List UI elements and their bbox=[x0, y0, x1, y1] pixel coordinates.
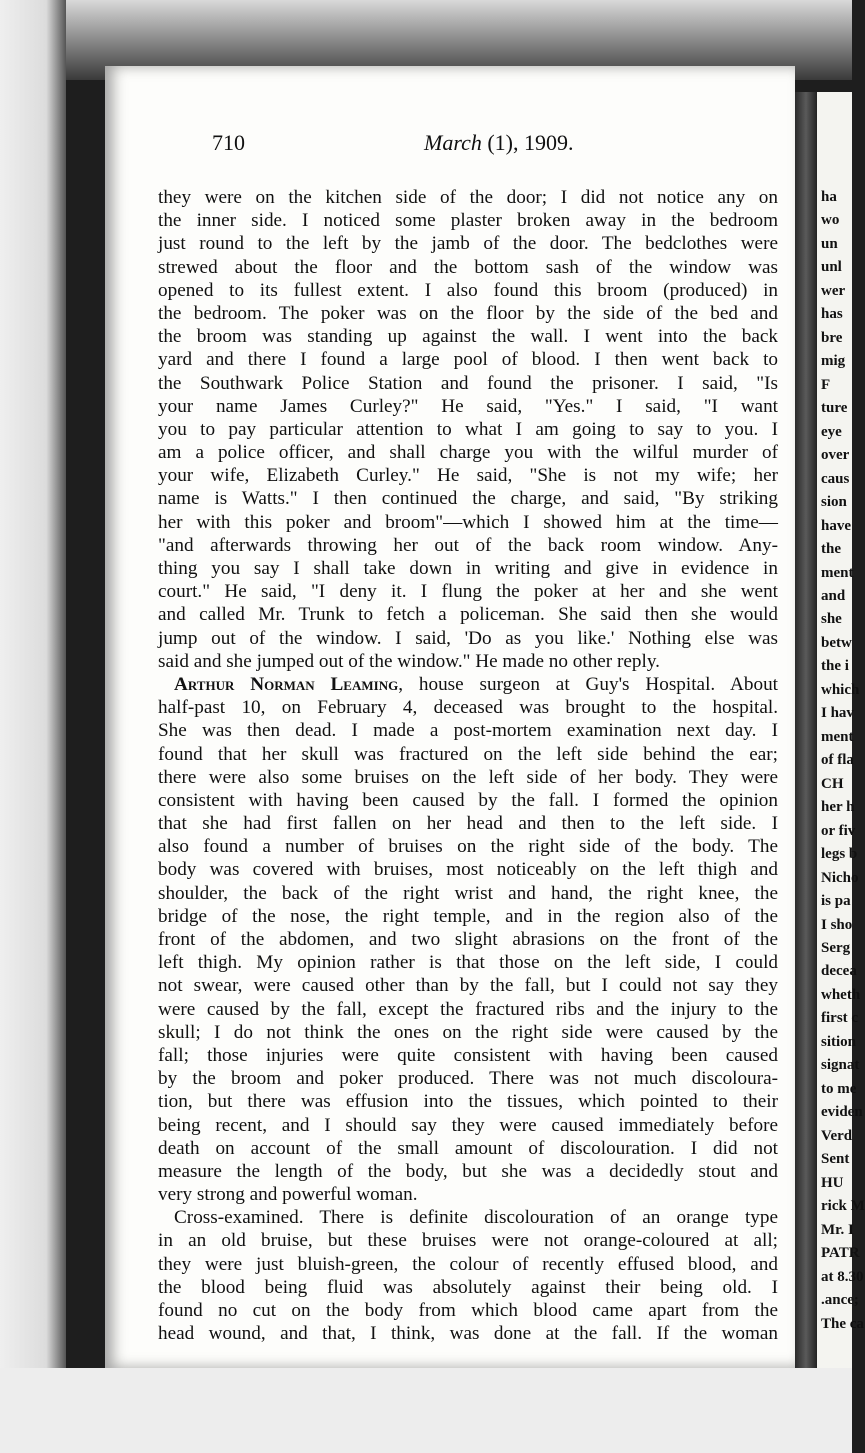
next-page-fragment: decea bbox=[821, 963, 857, 980]
line-text: She was then dead. I made a post-mortem examination next day. I bbox=[158, 720, 778, 742]
text-line bbox=[158, 974, 778, 997]
line-text: found that her skull was fractured on the left side behind the ear; bbox=[158, 743, 778, 765]
text-line bbox=[158, 511, 778, 534]
line-text: the blood being fluid was absolutely against their being old. I bbox=[158, 1276, 778, 1298]
scan-background-bottom bbox=[0, 1368, 852, 1453]
text-line bbox=[158, 1160, 778, 1183]
next-page-fragment: wer bbox=[821, 282, 846, 299]
text-line bbox=[158, 1067, 778, 1090]
line-text: in an old bruise, but these bruises were not orange-coloured at all; bbox=[158, 1230, 778, 1252]
next-page-fragment: rick M bbox=[821, 1198, 865, 1215]
text-line bbox=[158, 1090, 778, 1113]
line-text: fall; those injuries were quite consistent with having been caused bbox=[158, 1044, 778, 1066]
next-page-fragment: she bbox=[821, 611, 842, 628]
line-text: the inner side. I noticed some plaster broken away in the bedroom bbox=[158, 210, 778, 232]
next-page-fragment: The ca bbox=[821, 1315, 864, 1332]
text-line bbox=[158, 1299, 778, 1322]
text-line bbox=[158, 395, 778, 418]
next-page-fragment: Nicho bbox=[821, 869, 859, 886]
next-page-fragment: have bbox=[821, 517, 851, 534]
next-page-fragment: ment bbox=[821, 728, 854, 745]
text-line bbox=[158, 1322, 778, 1345]
line-text: jump out of the window. I said, 'Do as you like.' Nothing else was bbox=[158, 627, 778, 649]
line-text: that she had first fallen on her head and then to the left side. I bbox=[158, 813, 778, 835]
line-text: were caused by the fall, except the fractured ribs and the injury to the bbox=[158, 998, 778, 1020]
text-line bbox=[158, 1206, 778, 1229]
next-page-fragment: PATR bbox=[821, 1245, 860, 1262]
next-page-fragment: and bbox=[821, 587, 846, 604]
line-text: they were on the kitchen side of the door; I did not notice any on bbox=[158, 187, 778, 208]
text-line bbox=[158, 650, 778, 673]
line-text: am a police officer, and shall charge you with the wilful murder of bbox=[158, 442, 778, 464]
next-page-edge bbox=[817, 92, 865, 1368]
line-text: death on account of the small amount of discolouration. I did not bbox=[158, 1137, 778, 1159]
text-line bbox=[158, 789, 778, 812]
line-text: by the broom and poker produced. There was not much discoloura- bbox=[158, 1068, 778, 1090]
page-date bbox=[424, 130, 574, 156]
document-body bbox=[158, 186, 778, 1345]
text-line bbox=[158, 905, 778, 928]
text-line bbox=[158, 812, 778, 835]
text-line bbox=[158, 766, 778, 789]
next-page-fragment: to me bbox=[821, 1080, 857, 1097]
page-header bbox=[212, 126, 582, 160]
line-text: found no cut on the body from which blood came apart from the bbox=[158, 1300, 778, 1321]
next-page-fragment: the bbox=[821, 541, 841, 558]
line-text: strewed about the floor and the bottom sash of the window was bbox=[158, 256, 778, 278]
next-page-fragment: or fiv bbox=[821, 822, 856, 839]
line-text: head wound, and that, I think, was done at the fall. If the woman bbox=[158, 1323, 778, 1345]
text-line bbox=[158, 372, 778, 395]
line-text: shoulder, the back of the right wrist and hand, the right knee, the bbox=[158, 882, 778, 904]
text-line bbox=[158, 928, 778, 951]
next-page-fragment: eye bbox=[821, 423, 842, 440]
line-text: , house surgeon at Guy's Hospital. About bbox=[398, 673, 778, 695]
text-line bbox=[158, 557, 778, 580]
text-line bbox=[158, 998, 778, 1021]
next-page-fragment: un bbox=[821, 235, 838, 252]
page-number: 710 bbox=[212, 130, 245, 155]
next-page-fragment: first c bbox=[821, 1010, 859, 1027]
text-line bbox=[158, 696, 778, 719]
line-text: skull; I do not think the ones on the right side were caused by the bbox=[158, 1021, 778, 1043]
date-rest: (1), 1909. bbox=[481, 130, 574, 155]
next-page-fragment: .ance; bbox=[821, 1292, 859, 1309]
next-page-fragment: legs b bbox=[821, 846, 858, 863]
text-line bbox=[158, 232, 778, 255]
next-page-fragment: Sent bbox=[821, 1151, 850, 1168]
line-text: front of the abdomen, and two slight abrasions on the front of the bbox=[158, 929, 778, 950]
next-page-fragment: F bbox=[821, 376, 831, 393]
line-text: bridge of the nose, the right temple, and in the region also of the bbox=[158, 905, 778, 927]
line-text: Cross-examined. There is definite discolouration of an orange type bbox=[174, 1207, 778, 1229]
next-page-fragment: bre bbox=[821, 329, 843, 346]
text-line bbox=[158, 487, 778, 510]
line-text: body was covered with bruises, most noticeably on the left thigh and bbox=[158, 859, 778, 881]
line-text: the broom was standing up against the wall. I went into the back bbox=[158, 326, 778, 348]
line-text: tion, but there was effusion into the tissues, which pointed to their bbox=[158, 1091, 778, 1113]
text-line bbox=[158, 186, 778, 209]
line-text: half-past 10, on February 4, deceased was brought to the hospital. bbox=[158, 697, 778, 719]
line-text: not swear, were caused other than by the fall, but I could not say they bbox=[158, 975, 778, 997]
text-line bbox=[158, 325, 778, 348]
next-page-fragment: ha bbox=[821, 189, 837, 205]
text-line bbox=[158, 256, 778, 279]
next-page-fragment: CH bbox=[821, 775, 844, 792]
text-line bbox=[158, 302, 778, 325]
line-text: court." He said, "I deny it. I flung the poker at her and she went bbox=[158, 581, 778, 603]
line-text: the Southwark Police Station and found the prisoner. I said, "Is bbox=[158, 372, 778, 394]
next-page-fragment: Verd bbox=[821, 1127, 853, 1144]
line-text: your wife, Elizabeth Curley." He said, "She is not my wife; her bbox=[158, 465, 778, 487]
next-page-fragment: caus bbox=[821, 470, 850, 487]
text-line bbox=[158, 951, 778, 974]
next-page-fragment: sion bbox=[821, 494, 847, 511]
line-text: there were also some bruises on the left side of her body. They were bbox=[158, 766, 778, 788]
text-line bbox=[158, 279, 778, 302]
text-line bbox=[158, 627, 778, 650]
line-text: yard and there I found a large pool of blood. I then went back to bbox=[158, 349, 778, 371]
text-line bbox=[158, 209, 778, 232]
line-text: measure the length of the body, but she was a decidedly stout and bbox=[158, 1160, 778, 1182]
line-text: just round to the left by the jamb of the door. The bedclothes were bbox=[158, 233, 778, 255]
text-line bbox=[158, 882, 778, 905]
text-line bbox=[158, 1253, 778, 1276]
date-month: March bbox=[424, 130, 482, 155]
text-line bbox=[158, 1183, 778, 1206]
text-line bbox=[158, 1229, 778, 1252]
next-page-fragment: which bbox=[821, 681, 860, 698]
text-line bbox=[158, 743, 778, 766]
next-page-fragment: the i bbox=[821, 658, 849, 675]
line-text: consistent with having been caused by the fall. I formed the opinion bbox=[158, 789, 778, 811]
next-page-fragment: has bbox=[821, 306, 843, 323]
text-line bbox=[158, 1044, 778, 1067]
next-page-fragment: sition bbox=[821, 1033, 857, 1050]
next-page-fragment: wo bbox=[821, 212, 840, 229]
next-page-fragment: betw bbox=[821, 634, 852, 651]
line-text: name is Watts." I then continued the charge, and said, "By striking bbox=[158, 488, 778, 510]
next-page-fragment: ment bbox=[821, 564, 854, 581]
line-text: very strong and powerful woman. bbox=[158, 1184, 418, 1206]
next-page-fragment: wheth bbox=[821, 986, 861, 1003]
text-line bbox=[158, 1276, 778, 1299]
next-page-fragment: of fla bbox=[821, 752, 854, 769]
text-line bbox=[158, 1137, 778, 1160]
line-text: said and she jumped out of the window." He made no other reply. bbox=[158, 650, 660, 672]
next-page-fragment: over bbox=[821, 447, 850, 464]
line-text: you to pay particular attention to what I am going to say to you. I bbox=[158, 418, 778, 440]
next-page-fragment: unl bbox=[821, 259, 842, 276]
text-line bbox=[158, 348, 778, 371]
line-text: left thigh. My opinion rather is that those on the left side, I could bbox=[158, 952, 778, 974]
witness-name: Arthur Norman Leaming bbox=[174, 673, 399, 695]
scan-background-left bbox=[0, 0, 66, 1453]
next-page-fragment: signat bbox=[821, 1057, 860, 1074]
text-line bbox=[158, 673, 778, 696]
next-page-fragment: ture bbox=[821, 400, 848, 417]
line-text: the bedroom. The poker was on the floor by the side of the bed and bbox=[158, 302, 778, 324]
text-line bbox=[158, 858, 778, 881]
next-page-fragment: her h bbox=[821, 799, 855, 816]
next-page-fragment: at 8.30 bbox=[821, 1268, 864, 1285]
line-text: being recent, and I should say they were caused immediately before bbox=[158, 1114, 778, 1136]
next-page-fragment: Serg bbox=[821, 940, 851, 957]
line-text: her with this poker and broom"—which I showed him at the time— bbox=[158, 511, 778, 533]
text-line bbox=[158, 580, 778, 603]
line-text: they were just bluish-green, the colour of recently effused blood, and bbox=[158, 1253, 778, 1275]
text-line bbox=[158, 1114, 778, 1137]
text-line bbox=[158, 418, 778, 441]
next-page-fragment: I hav bbox=[821, 705, 854, 722]
next-page-fragment: I sho bbox=[821, 916, 853, 933]
text-line bbox=[158, 719, 778, 742]
book-gutter bbox=[795, 92, 817, 1368]
next-page-fragment: eviden bbox=[821, 1104, 863, 1121]
line-text: your name James Curley?" He said, "Yes." I said, "I want bbox=[158, 395, 778, 417]
line-text: also found a number of bruises on the right side of the body. The bbox=[158, 836, 778, 858]
next-page-fragment: is pa bbox=[821, 893, 851, 910]
text-line bbox=[158, 534, 778, 557]
text-line bbox=[158, 464, 778, 487]
line-text: opened to its fullest extent. I also found this broom (produced) in bbox=[158, 279, 778, 301]
line-text: "and afterwards throwing her out of the back room window. Any- bbox=[158, 534, 778, 556]
text-line bbox=[158, 603, 778, 626]
text-line bbox=[158, 835, 778, 858]
next-page-fragment: HU bbox=[821, 1174, 844, 1191]
next-page-fragment: mig bbox=[821, 353, 846, 370]
next-page-fragment: Mr. I bbox=[821, 1221, 854, 1238]
line-text: thing you say I shall take down in writing and give in evidence in bbox=[158, 558, 778, 579]
text-line bbox=[158, 441, 778, 464]
text-line bbox=[158, 1021, 778, 1044]
line-text: and called Mr. Trunk to fetch a policeman. She said then she would bbox=[158, 604, 778, 626]
